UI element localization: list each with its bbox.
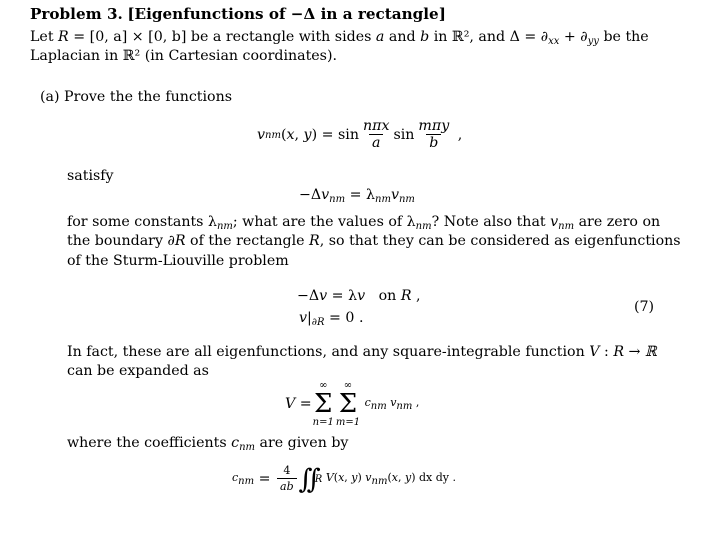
times-sign: × [131,29,144,45]
satisfy-text: satisfy [67,168,114,184]
fact-text: In fact, these are all eigenfunctions, and any square-integrable function [67,344,585,360]
sigma-symbol: Σ [314,389,333,419]
eq-vnm: v nm (x, y) = sin $\frac{\text{nπx}}{a}$ sin $\frac{\text{mπy}}{b}$ , [257,118,463,151]
sub-yy: yy [587,36,599,47]
sentence-text: of the rectangle [190,233,305,249]
fact-line-2: can be expanded as [67,363,209,379]
fact-line-1: In fact, these are all eigenfunctions, and any square-integrable function V : R → ℝ [67,344,657,360]
on-text: on [378,288,397,304]
sum-upper-limit: ∞ [343,380,353,391]
denominator-ab: ab [277,478,297,495]
symbol-c: c [231,435,240,451]
fraction-npix [361,119,391,151]
symbol-v: v [257,126,266,143]
laplacian-def: Δ = ∂ [509,29,549,45]
denominator-b: b [426,134,441,151]
plus-d: + ∂ [559,29,588,45]
numerator-mpiy: mπy [418,118,450,134]
interval-b: [0, b] [148,29,187,45]
eq-eigen: $-\Delta v_{nm} = \lambda_{nm}v_{nm}$ [299,187,415,205]
equation-number: (7) [634,299,655,315]
sum-lower-limit: n=1 [312,417,334,428]
symbol-real2: ℝ² [451,29,470,45]
sentence-text: ; what are the values of λ [232,214,416,230]
symbol-V: V [589,344,600,360]
intro-text: Let [30,29,54,45]
intro-text: be the [603,29,649,45]
intro-text: be a rectangle with sides [190,29,372,45]
numerator-4: 4 [283,464,291,477]
sum-upper-limit: ∞ [319,380,328,391]
intro-line-2: Laplacian in ℝ² (in Cartesian coordinates). [30,48,338,64]
double-integral: ∫∫ [298,463,315,495]
eq-coefficient: cnm = $\frac{4}{ab}$ ∫∫ R V(x, y) vnm(x, y) dx dy . [232,463,456,495]
problem-title: [Eigenfunctions of −Δ in a rectangle] [127,5,446,23]
intro-text: , and [469,29,506,45]
fraction-mpiy [416,119,451,151]
sentence-line-3: of the Sturm-Liouville problem [67,253,289,269]
dxdy: dx dy . [418,470,456,484]
sum-m [336,380,360,428]
sentence-text: ? Note also that [431,214,546,230]
sin-1: sin [338,126,359,143]
sub-xx: xx [548,36,560,47]
symbol-R: R [174,233,186,249]
sigma-symbol: Σ [338,389,358,419]
coeff-text: are given by [259,435,349,451]
intro-text: and [388,29,416,45]
symbol-V: V [285,395,296,412]
sub-nm: nm [415,221,432,232]
fraction-4-ab [277,463,297,495]
numerator-npix: nπx [362,118,390,134]
interval-a: [0, a] [89,29,128,45]
sub-nm: nm [239,442,256,453]
sin-2: sin [393,126,415,143]
map-R-to-real: R → ℝ [613,344,657,360]
symbol-v: v [550,214,559,230]
symbol-R: R [309,233,320,249]
symbol-R: R [58,29,69,45]
coeff-line [67,434,348,457]
coeff-text: where the coefficients [67,435,227,451]
eq-double-sum: V = ∞ Σ n=1 ∞ Σ m=1 cnm vnm , [285,380,420,428]
problem-heading [30,5,446,25]
problem-label: Problem 3. [30,5,123,23]
eq-sturm-1: −Δv = λv on R , [297,288,421,304]
sub-nm: nm [558,221,575,232]
symbol-a: a [375,29,385,45]
sub-nm: nm [216,221,233,232]
sentence-line-2 [67,232,681,251]
sentence-text: are zero on [578,214,661,230]
sentence-text: the boundary ∂ [67,233,175,249]
sentence-text: , so that they can be considered as eigenfunctions [319,233,681,249]
intro-text: in [433,29,448,45]
sentence-text: for some constants λ [67,214,217,230]
denominator-a: a [369,134,383,151]
symbol-b: b [420,29,430,45]
intro-line-1: Let R = [0, a] × [0, b] be a rectangle with sides a and b in ℝ², and $\Delta = \partial_{xx} + \partial_{yy}$ be the [30,29,649,47]
sum-lower-limit: m=1 [335,417,361,428]
sum-n [313,380,334,428]
sub-nm: nm [265,129,281,141]
eq-sturm-2: $v|_{\partial R} = 0$ . [299,310,364,328]
part-a-label: (a) Prove the the functions [40,89,232,105]
